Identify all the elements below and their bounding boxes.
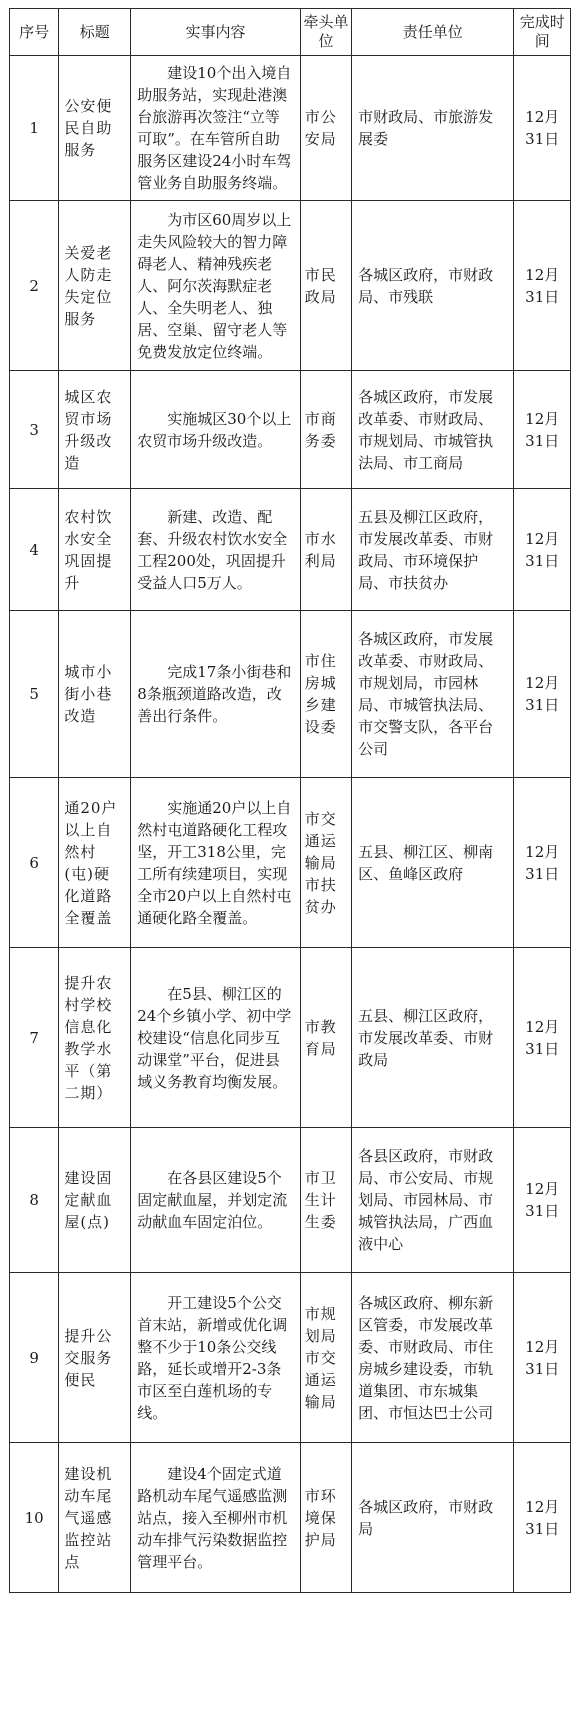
table-row (10, 489, 571, 611)
row-responsible-unit: 各县区政府，市财政局、市公安局、市规划局、市园林局、市城管执法局，广西血液中心 (352, 1128, 514, 1273)
header-lead-unit: 牵头单位 (300, 9, 351, 56)
row-due-date (514, 489, 571, 611)
row-content: 建设10个出入境自助服务站，实现赴港澳台旅游再次签注“立等可取”。在车管所自助服务区建设24小时车驾管业务自助服务终端。 (131, 56, 301, 201)
row-number: 7 (10, 948, 59, 1128)
due-day: 31日 (525, 864, 560, 883)
row-title: 建设机动车尾气遥感监控站点 (59, 1443, 131, 1593)
row-title: 建设固定献血屋(点) (59, 1128, 131, 1273)
row-responsible-unit: 各城区政府，市发展改革委、市财政局、市规划局、市城管执法局、市工商局 (352, 371, 514, 489)
due-month: 12月 (525, 1017, 560, 1036)
row-due-date (514, 778, 571, 948)
row-number: 6 (10, 778, 59, 948)
table-row (10, 611, 571, 778)
due-day: 31日 (525, 130, 560, 148)
due-month: 12月 (525, 108, 560, 126)
due-month: 12月 (525, 409, 560, 428)
row-lead-unit: 市环境保护局 (300, 1443, 351, 1593)
table-row (10, 778, 571, 948)
row-responsible-unit: 各城区政府、柳东新区管委，市发展改革委、市财政局、市住房城乡建设委，市轨道集团、市东城集团、市恒达巴士公司 (352, 1273, 514, 1443)
row-lead-unit: 市公安局 (300, 56, 351, 201)
row-title: 农村饮水安全巩固提升 (59, 489, 131, 611)
row-lead-unit: 市教育局 (300, 948, 351, 1128)
row-lead-unit: 市规划局市交通运输局 (300, 1273, 351, 1443)
table-row (10, 1128, 571, 1273)
row-content: 开工建设5个公交首末站，新增或优化调整不少于10条公交线路，延长或增开2-3条市区至白莲机场的专线。 (131, 1273, 301, 1443)
row-responsible-unit: 市财政局、市旅游发展委 (352, 56, 514, 201)
row-lead-unit: 市卫生计生委 (300, 1128, 351, 1273)
row-responsible-unit: 各城区政府，市财政局 (352, 1443, 514, 1593)
row-number: 5 (10, 611, 59, 778)
due-day: 31日 (525, 287, 560, 306)
due-month: 12月 (525, 265, 560, 284)
due-day: 31日 (525, 551, 560, 570)
due-month: 12月 (525, 1180, 560, 1198)
row-responsible-unit: 五县及柳江区政府，市发展改革委、市财政局、市环境保护局、市扶贫办 (352, 489, 514, 611)
row-number: 8 (10, 1128, 59, 1273)
row-content: 在5县、柳江区的24个乡镇小学、初中学校建设“信息化同步互动课堂”平台，促进县域义务教育均衡发展。 (131, 948, 301, 1128)
table-row (10, 1443, 571, 1593)
row-content: 新建、改造、配套、升级农村饮水安全工程200处，巩固提升受益人口5万人。 (131, 489, 301, 611)
row-lead-unit: 市交通运输局市扶贫办 (300, 778, 351, 948)
row-content: 完成17条小街巷和8条瓶颈道路改造，改善出行条件。 (131, 611, 301, 778)
due-month: 12月 (525, 1497, 560, 1516)
row-title: 公安便民自助服务 (59, 56, 131, 201)
row-number: 9 (10, 1273, 59, 1443)
row-due-date (514, 201, 571, 371)
header-row (10, 9, 571, 56)
header-no: 序号 (10, 9, 59, 56)
row-title: 提升公交服务便民 (59, 1273, 131, 1443)
row-title: 提升农村学校信息化教学水平（第二期） (59, 948, 131, 1128)
due-day: 31日 (525, 1359, 560, 1378)
due-day: 31日 (525, 1202, 560, 1220)
row-due-date (514, 948, 571, 1128)
row-content: 为市区60周岁以上走失风险较大的智力障碍老人、精神残疾老人、阿尔茨海默症老人、全失明老人、独居、空巢、留守老人等免费发放定位终端。 (131, 201, 301, 371)
row-lead-unit: 市民政局 (300, 201, 351, 371)
row-content: 实施通20户以上自然村屯道路硬化工程攻坚，开工318公里，完工所有续建项目，实现全市20户以上自然村屯通硬化路全覆盖。 (131, 778, 301, 948)
row-content: 在各县区建设5个固定献血屋，并划定流动献血车固定泊位。 (131, 1128, 301, 1273)
header-content: 实事内容 (131, 9, 301, 56)
row-number: 2 (10, 201, 59, 371)
row-due-date (514, 1128, 571, 1273)
table-row (10, 201, 571, 371)
table-row (10, 948, 571, 1128)
table-row (10, 371, 571, 489)
row-due-date (514, 1273, 571, 1443)
row-responsible-unit: 各城区政府，市财政局、市残联 (352, 201, 514, 371)
row-responsible-unit: 五县、柳江区、柳南区、鱼峰区政府 (352, 778, 514, 948)
due-month: 12月 (525, 529, 560, 548)
table-row (10, 1273, 571, 1443)
row-number: 4 (10, 489, 59, 611)
row-number: 1 (10, 56, 59, 201)
due-day: 31日 (525, 431, 560, 450)
tasks-table (9, 8, 571, 1593)
row-title: 通20户以上自然村(屯)硬化道路全覆盖 (59, 778, 131, 948)
due-day: 31日 (525, 696, 560, 714)
row-lead-unit: 市商务委 (300, 371, 351, 489)
due-day: 31日 (525, 1039, 560, 1058)
row-title: 关爱老人防走失定位服务 (59, 201, 131, 371)
row-lead-unit: 市水利局 (300, 489, 351, 611)
header-due-date: 完成时间 (514, 9, 571, 56)
row-due-date (514, 1443, 571, 1593)
table-row (10, 56, 571, 201)
header-responsible-unit: 责任单位 (352, 9, 514, 56)
row-responsible-unit: 五县、柳江区政府，市发展改革委、市财政局 (352, 948, 514, 1128)
row-content: 建设4个固定式道路机动车尾气遥感监测站点，接入至柳州市机动车排气污染数据监控管理平台。 (131, 1443, 301, 1593)
due-day: 31日 (525, 1519, 560, 1538)
row-due-date (514, 371, 571, 489)
row-number: 3 (10, 371, 59, 489)
row-lead-unit: 市住房城乡建设委 (300, 611, 351, 778)
row-number: 10 (10, 1443, 59, 1593)
header-title: 标题 (59, 9, 131, 56)
row-due-date (514, 56, 571, 201)
row-content: 实施城区30个以上农贸市场升级改造。 (131, 371, 301, 489)
row-title: 城市小街小巷改造 (59, 611, 131, 778)
due-month: 12月 (525, 674, 560, 692)
due-month: 12月 (525, 1337, 560, 1356)
row-responsible-unit: 各城区政府，市发展改革委、市财政局、市规划局，市园林局、市城管执法局、市交警支队，各平台公司 (352, 611, 514, 778)
row-due-date (514, 611, 571, 778)
row-title: 城区农贸市场升级改造 (59, 371, 131, 489)
due-month: 12月 (525, 842, 560, 861)
